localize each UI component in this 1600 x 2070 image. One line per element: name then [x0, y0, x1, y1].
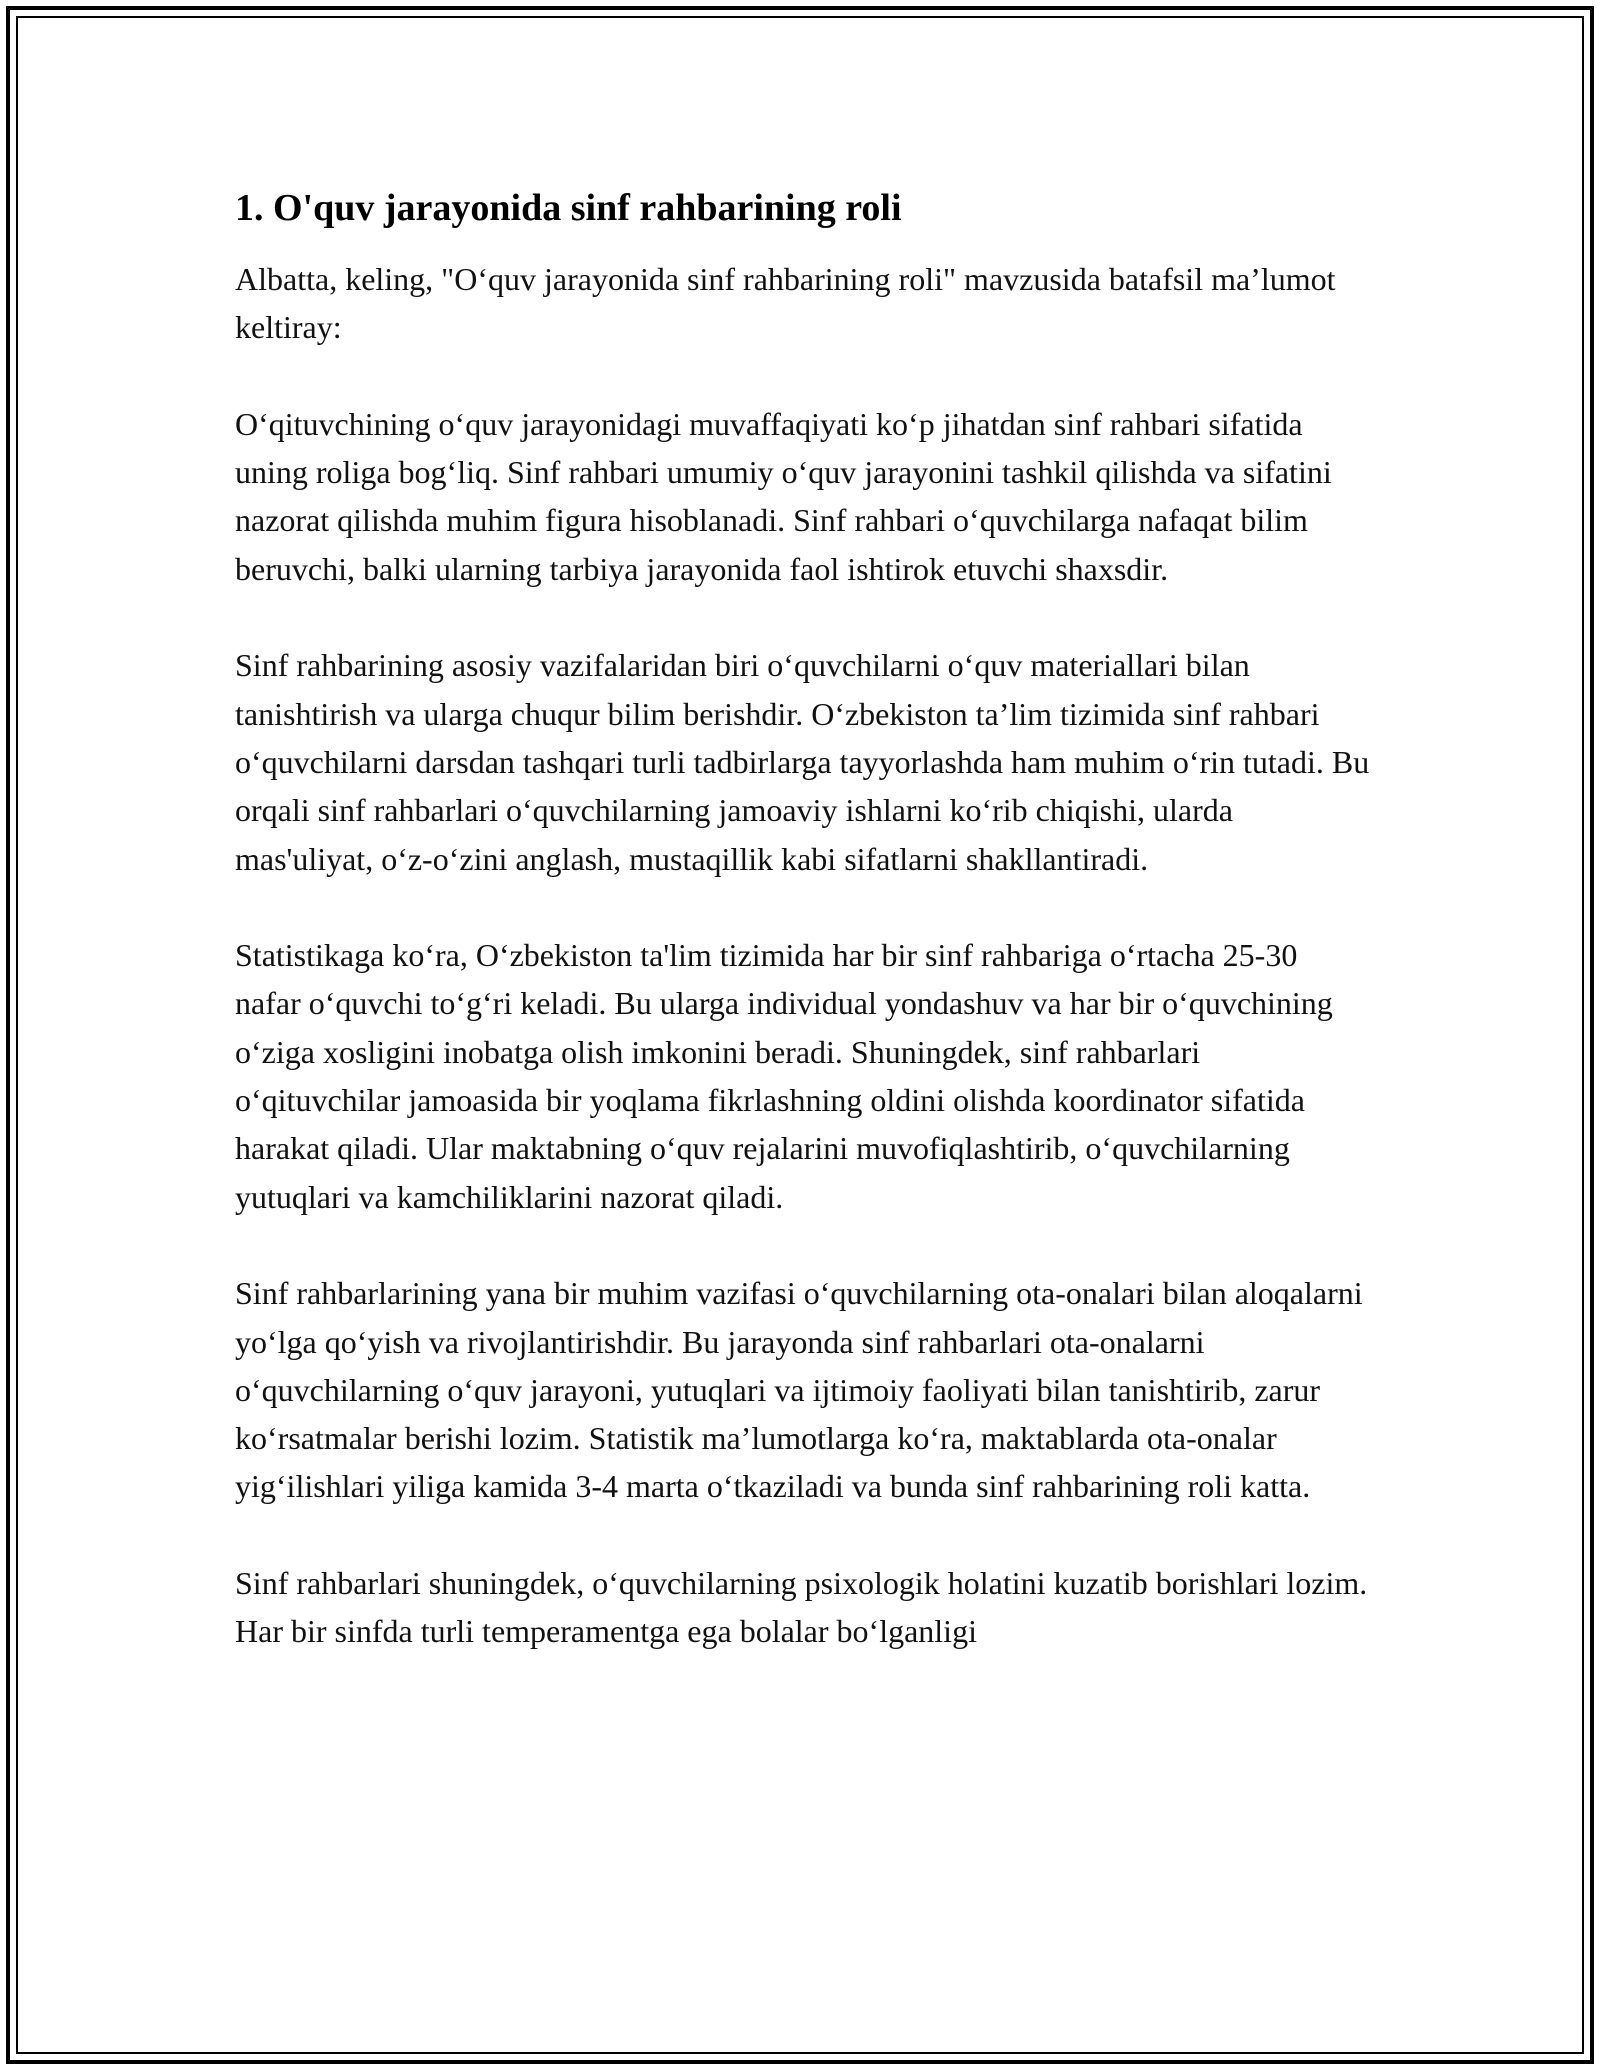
- paragraph-teacher-success: O‘qituvchining o‘quv jarayonidagi muvaffaqiyati ko‘p jihatdan sinf rahbari sifatida uning roliga bog‘liq. Sinf rahbari umumiy o‘quv jarayonini tashkil qilishda va sifatini nazorat qilishda muhim figura hisoblanadi. Sinf rahbari o‘quvchilarga nafaqat bilim beruvchi, balki ularning tarbiya jarayonida faol ishtirok etuvchi shaxsdir.: [235, 405, 1332, 587]
- paragraph-main-duties: Sinf rahbarining asosiy vazifalaridan biri o‘quvchilarni o‘quv materiallari bilan tanishtirish va ularga chuqur bilim berishdir. O‘zbekiston ta’lim tizimida sinf rahbari o‘quvchilarni darsdan tashqari turli tadbirlarga tayyorlashda ham muhim o‘rin tutadi. Bu orqali sinf rahbarlari o‘quvchilarning jamoaviy ishlarni ko‘rib chiqishi, ularda mas'uliyat, o‘z-o‘zini anglash, mustaqillik kabi sifatlarni shakllantiradi.: [235, 647, 1370, 877]
- paragraph-parents: Sinf rahbarlarining yana bir muhim vazifasi o‘quvchilarning ota-onalari bilan aloqalarni yo‘lga qo‘yish va rivojlantirishdir. Bu jarayonda sinf rahbarlari ota-onalarni o‘quvchilarning o‘quv jarayoni, yutuqlari va ijtimoiy faoliyati bilan tanishtirib, zarur ko‘rsatmalar berishi lozim. Statistik ma’lumotlarga ko‘ra, maktablarda ota-onalar yig‘ilishlari yiliga kamida 3-4 marta o‘tkaziladi va bunda sinf rahbarining roli katta.: [235, 1275, 1363, 1505]
- paragraph-psychology: Sinf rahbarlari shuningdek, o‘quvchilarning psixologik holatini kuzatib borishlari lozim. Har bir sinfda turli temperamentga ega bolalar bo‘lganligi: [235, 1565, 1368, 1650]
- paragraph-intro: Albatta, keling, "O‘quv jarayonida sinf rahbarining roli" mavzusida batafsil ma’lumot keltiray:: [235, 261, 1336, 346]
- document-body: [235, 185, 1370, 1704]
- paragraph-statistics: Statistikaga ko‘ra, O‘zbekiston ta'lim tizimida har bir sinf rahbariga o‘rtacha 25-30 nafar o‘quvchi to‘g‘ri keladi. Bu ularga individual yondashuv va har bir o‘quvchining o‘ziga xosligini inobatga olish imkonini beradi. Shuningdek, sinf rahbarlari o‘qituvchilar jamoasida bir yoqlama fikrlashning oldini olishda koordinator sifatida harakat qiladi. Ular maktabning o‘quv rejalarini muvofiqlashtirib, o‘quvchilarning yutuqlari va kamchiliklarini nazorat qiladi.: [235, 937, 1333, 1215]
- section-heading: 1. O'quv jarayonida sinf rahbarining roli: [235, 187, 902, 229]
